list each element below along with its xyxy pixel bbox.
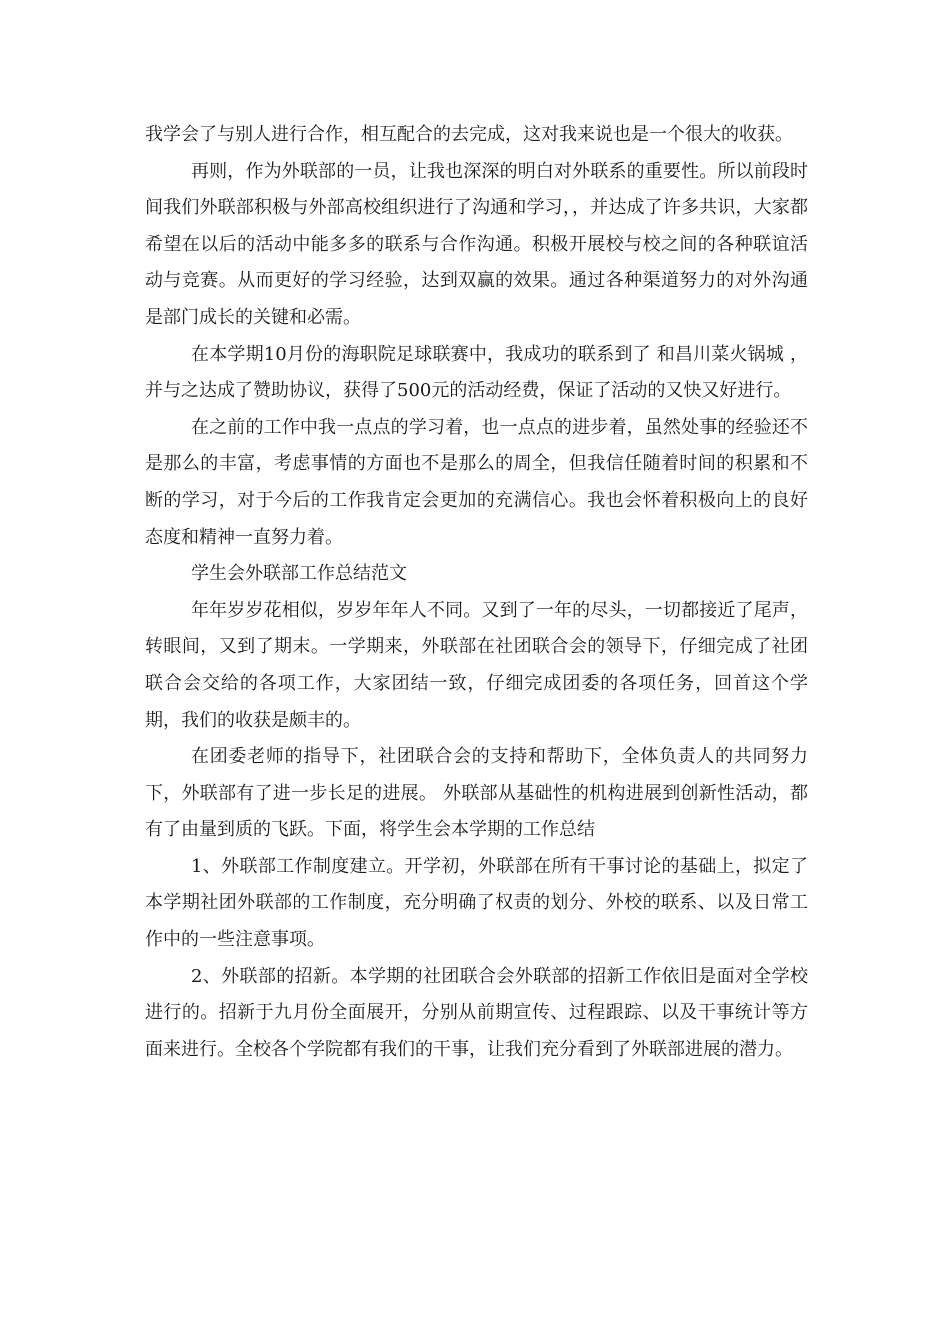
paragraph-6: 在团委老师的指导下，社团联合会的支持和帮助下，全体负责人的共同努力下，外联部有了进一步长足的进展。 外联部从基础性的机构进展到创新性活动，都有了由量到质的飞跃。下面，将学生会本学期的工作总结 xyxy=(145,746,808,841)
paragraph-3: 在本学期10月份的海职院足球联赛中，我成功的联系到了 和昌川菜火锅城 ，并与之达成了赞助协议，获得了500元的活动经费，保证了活动的又快又好进行。 xyxy=(145,343,808,402)
paragraph-4: 在之前的工作中我一点点的学习着，也一点点的进步着，虽然处事的经验还不是那么的丰富，考虑事情的方面也不是那么的周全，但我信任随着时间的积累和不断的学习，对于今后的工作我肯定会更加的充满信心。我也会怀着积极向上的良好态度和精神一直努力着。 xyxy=(145,416,808,548)
document-body xyxy=(145,117,808,1068)
paragraph-5: 年年岁岁花相似，岁岁年年人不同。又到了一年的尽头，一切都接近了尾声，转眼间，又到了期末。一学期来，外联部在社团联合会的领导下，仔细完成了社团联合会交给的各项工作，大家团结一致，仔细完成团委的各项任务，回首这个学期，我们的收获是颇丰的。 xyxy=(145,599,808,731)
paragraph-7: 1、外联部工作制度建立。开学初，外联部在所有干事讨论的基础上，拟定了本学期社团外联部的工作制度，充分明确了权责的划分、外校的联系、以及日常工作中的一些注意事项。 xyxy=(145,855,808,951)
paragraph-8: 2、外联部的招新。本学期的社团联合会外联部的招新工作依旧是面对全学校进行的。招新于九月份全面展开，分别从前期宣传、过程跟踪、以及干事统计等方面来进行。全校各个学院都有我们的干事，让我们充分看到了外联部进展的潜力。 xyxy=(145,965,808,1060)
section-heading: 学生会外联部工作总结范文 xyxy=(191,563,407,585)
paragraph-2: 再则，作为外联部的一员，让我也深深的明白对外联系的重要性。所以前段时间我们外联部积极与外部高校组织进行了沟通和学习，，并达成了许多共识，大家都希望在以后的活动中能多多的联系与合作沟通。积极开展校与校之间的各种联谊活动与竞赛。从而更好的学习经验，达到双赢的效果。通过各种渠道努力的对外沟通是部门成长的关键和必需。 xyxy=(145,160,808,328)
paragraph-1: 我学会了与别人进行合作，相互配合的去完成，这对我来说也是一个很大的收获。 xyxy=(145,124,793,145)
